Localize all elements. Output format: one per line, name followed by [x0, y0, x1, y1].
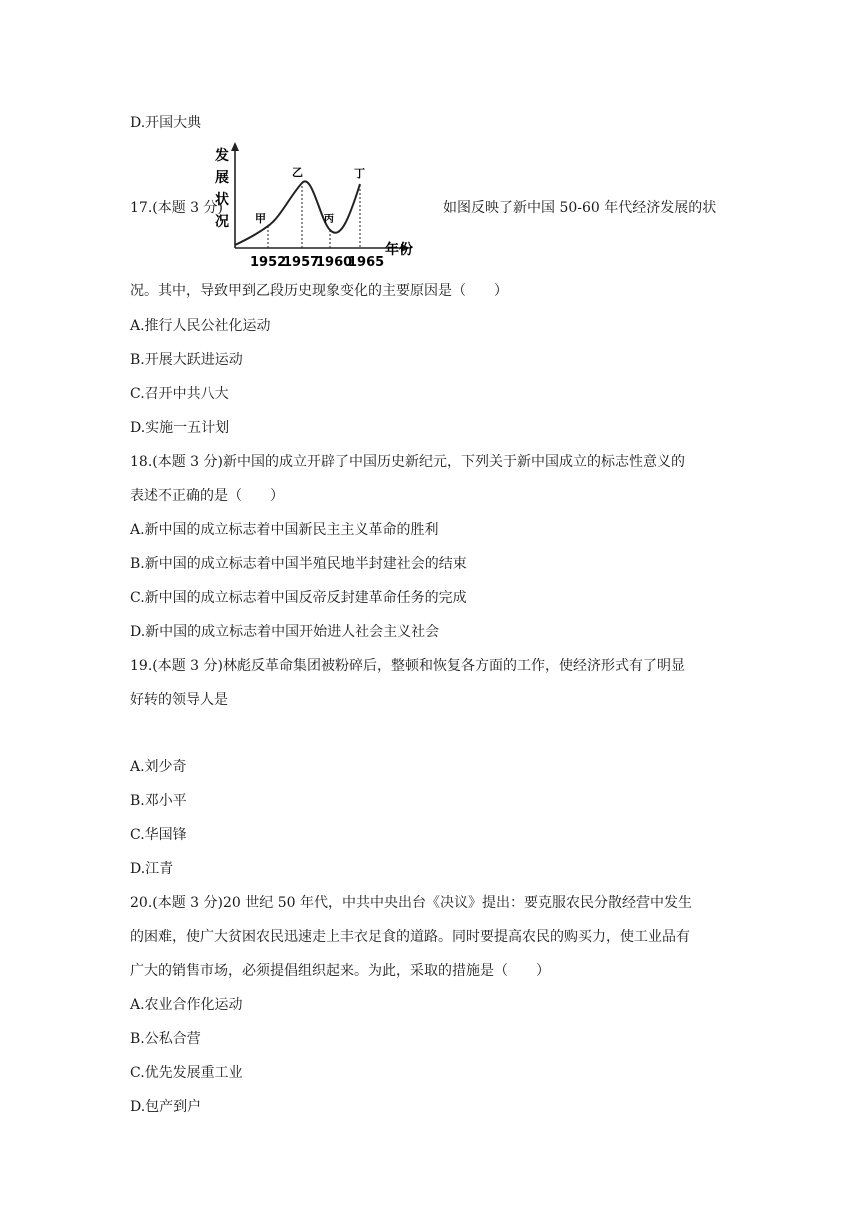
economy-chart	[210, 140, 420, 270]
y-label-char: 状	[215, 192, 229, 208]
text-line: C.召开中共八大	[130, 386, 229, 402]
tick-label: 1965	[348, 255, 385, 270]
point-label-jia: 甲	[255, 212, 266, 225]
text-line: 好转的领导人是	[130, 692, 228, 708]
text-line: C.新中国的成立标志着中国反帝反封建革命任务的完成	[130, 590, 467, 606]
y-label-char: 发	[215, 148, 229, 164]
text-line: A.农业合作化运动	[130, 997, 243, 1013]
tick-label: 1957	[283, 255, 320, 270]
text-line: 18.(本题 3 分)新中国的成立开辟了中国历史新纪元，下列关于新中国成立的标志性意义的	[130, 454, 685, 470]
text-line: D.开国大典	[130, 115, 202, 131]
text-line: C.华国锋	[130, 827, 187, 843]
text-line: 况。其中，导致甲到乙段历史现象变化的主要原因是（ ）	[130, 283, 508, 299]
text-line: A.刘少奇	[130, 759, 187, 775]
text-line: D.新中国的成立标志着中国开始进人社会主义社会	[130, 624, 440, 640]
text-line: A.推行人民公社化运动	[130, 318, 271, 334]
tick-label: 1952	[250, 255, 287, 270]
text-line: D.江青	[130, 861, 174, 877]
text-line: B.开展大跃进运动	[130, 352, 243, 368]
y-axis-arrow	[231, 142, 239, 151]
text-line: A.新中国的成立标志着中国新民主主义革命的胜利	[130, 522, 439, 538]
point-label-bing: 丙	[324, 214, 334, 225]
tick-label: 1960	[316, 255, 353, 270]
text-line: 20.(本题 3 分)20 世纪 50 年代，中共中央出台《决议》提出：要克服农民分散经营中发生	[130, 895, 692, 911]
text-line: B.公私合营	[130, 1031, 201, 1047]
text-line: B.新中国的成立标志着中国半殖民地半封建社会的结束	[130, 556, 467, 572]
text-line: 广大的销售市场，必须提倡组织起来。为此，采取的措施是（ ）	[130, 963, 550, 979]
text-line: 表述不正确的是（ ）	[130, 488, 284, 504]
text-line: 的困难，使广大贫困农民迅速走上丰衣足食的道路。同时要提高农民的购买力，使工业品有	[130, 929, 690, 945]
trend-curve	[235, 181, 360, 245]
text-line: B.邓小平	[130, 793, 187, 809]
question-17-number: 17.(本题 3 分)	[130, 200, 223, 216]
y-label-char: 展	[215, 170, 229, 186]
point-label-ding: 丁	[354, 167, 365, 180]
question-17-stem: 如图反映了新中国 50-60 年代经济发展的状	[443, 200, 717, 216]
text-line: C.优先发展重工业	[130, 1065, 243, 1081]
text-line: 19.(本题 3 分)林彪反革命集团被粉碎后，整顿和恢复各方面的工作，使经济形式有了明显	[130, 658, 685, 674]
text-line: D.包产到户	[130, 1099, 202, 1115]
y-label-char: 况	[215, 214, 229, 230]
text-line: D.实施一五计划	[130, 420, 230, 436]
point-label-yi: 乙	[292, 166, 303, 179]
x-axis-label: 年份	[385, 242, 413, 258]
